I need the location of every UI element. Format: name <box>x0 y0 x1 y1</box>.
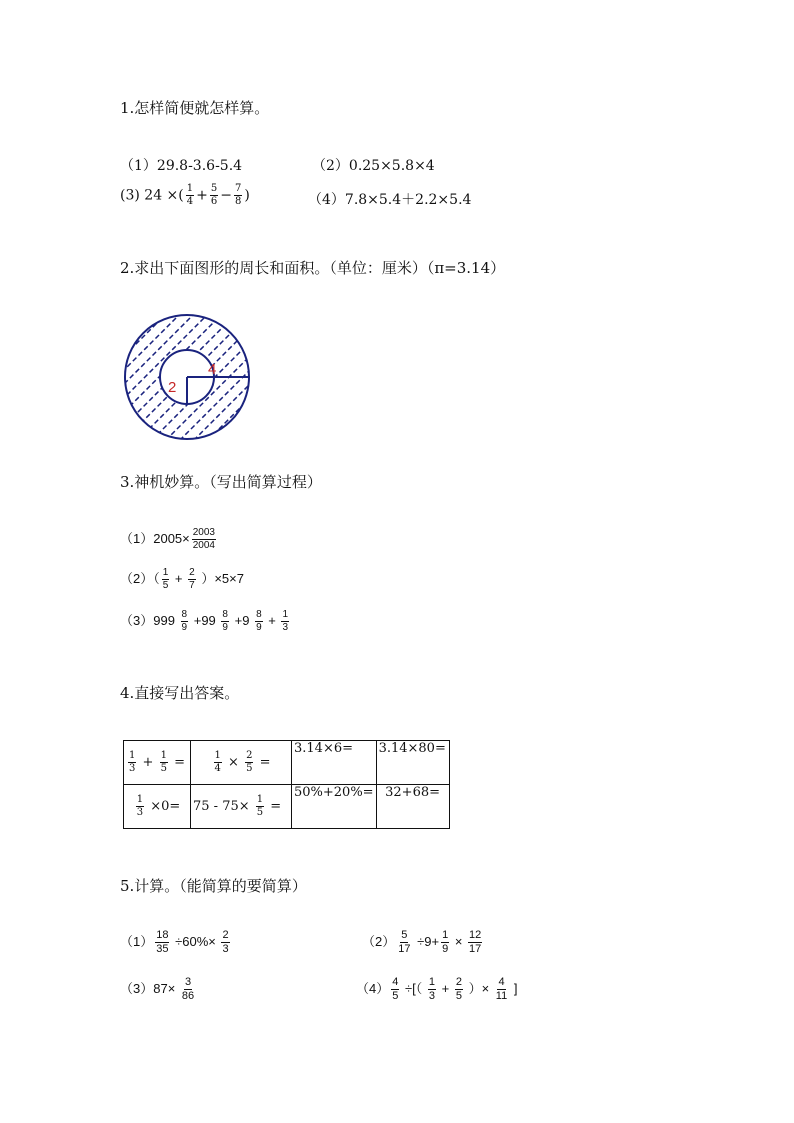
outer-radius-label: 4 <box>208 361 217 378</box>
q5-problem-1: （1） $\frac{18}{35}$ ÷60%× $\frac{2}{3}$ <box>120 929 229 955</box>
q3-problem-3: （3）999 $\frac{8}{9}$ +99 $\frac{8}{9}$ +9 $\frac{8}{9}$ + $\frac{1}{3}$ <box>120 609 289 634</box>
table-row <box>124 785 450 829</box>
q5-problem-2: （2） $\frac{5}{17}$ ÷9+ $\frac{1}{9}$ × $\frac{12}{17}$ <box>362 929 482 955</box>
q1-problem-3: (3) 24 ×( $\frac{1}{4}$ + $\frac{5}{6}$ − $\frac{7}{8}$ ) <box>120 183 250 207</box>
cell: 3.14×80= <box>376 741 449 785</box>
fraction: $\frac{8}{9}$ <box>181 609 188 634</box>
cell: 50%+20%= <box>292 785 377 829</box>
q2-heading: 2.求出下面图形的周长和面积。（单位：厘米）（π=3.14） <box>120 259 506 277</box>
q1-problem-2: （2）0.25×5.8×4 <box>312 158 435 174</box>
cell: $\frac{1}{4}$ × $\frac{2}{5}$ = <box>191 741 292 785</box>
annulus-figure <box>118 308 256 446</box>
cell: $\frac{1}{3}$ + $\frac{1}{5}$ = <box>124 741 191 785</box>
q1-problem-1: （1）29.8-3.6-5.4 <box>120 158 243 174</box>
inner-radius-label: 2 <box>168 379 177 396</box>
q5-heading: 5.计算。（能简算的要简算） <box>120 877 307 895</box>
q5-problem-4: （4） $\frac{4}{5}$ ÷[（ $\frac{1}{3}$ + $\frac{2}{5}$ ）× $\frac{4}{11}$ ] <box>356 976 518 1002</box>
cell: 32+68= <box>376 785 449 829</box>
table-row <box>124 741 450 785</box>
fraction: $\frac{1}{4}$ <box>186 183 194 207</box>
fraction: $\frac{2003}{2004}$ <box>192 527 215 552</box>
q4-heading: 4.直接写出答案。 <box>120 684 240 702</box>
fraction: $\frac{7}{8}$ <box>234 183 242 207</box>
fraction: $\frac{8}{9}$ <box>222 609 228 634</box>
cell: $\frac{1}{3}$ ×0= <box>124 785 191 829</box>
cell: 3.14×6= <box>292 741 377 785</box>
mental-math-table <box>123 740 450 829</box>
fraction: $\frac{1}{5}$ <box>162 567 169 592</box>
cell: 75 - 75× $\frac{1}{5}$ = <box>191 785 292 829</box>
q3-problem-2: （2）（ $\frac{1}{5}$ + $\frac{2}{7}$ ）×5×7 <box>120 567 244 592</box>
fraction: $\frac{1}{3}$ <box>282 609 289 634</box>
q5-problem-3: （3）87× $\frac{3}{86}$ <box>120 976 195 1002</box>
q3-problem-1: （1）2005× $\frac{2003}{2004}$ <box>120 527 215 552</box>
q1-heading: 1.怎样简便就怎样算。 <box>120 99 270 117</box>
fraction: $\frac{8}{9}$ <box>256 609 262 634</box>
q1-problem-4: （4）7.8×5.4＋2.2×5.4 <box>308 192 472 208</box>
q3-heading: 3.神机妙算。（写出简算过程） <box>120 473 322 491</box>
fraction: $\frac{2}{7}$ <box>189 567 195 592</box>
fraction: $\frac{5}{6}$ <box>210 183 218 207</box>
